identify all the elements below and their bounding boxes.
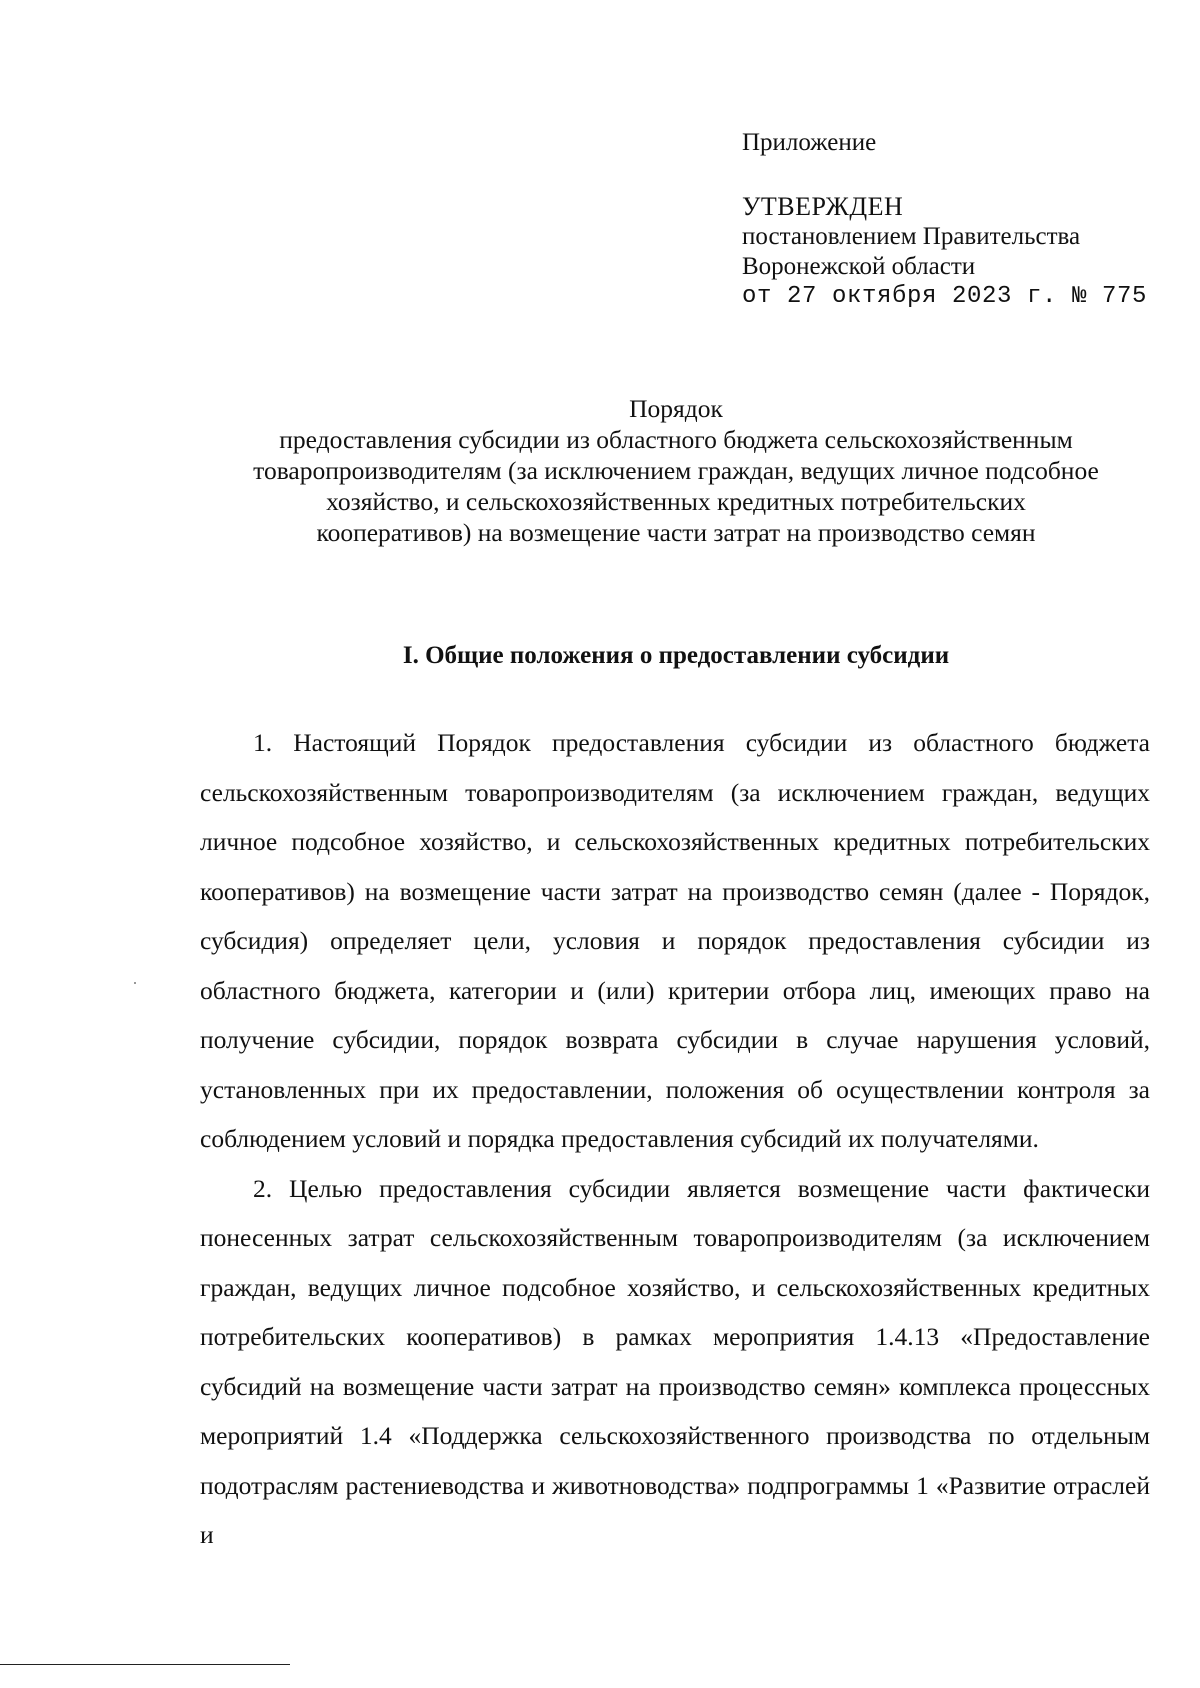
approval-region-line: Воронежской области <box>742 253 976 280</box>
section-heading: I. Общие положения о предоставлении субсидии <box>402 642 950 669</box>
title-subtitle: предоставления субсидии из областного бюджета сельскохозяйственным товаропроизводителям (за исключением граждан, ведущих личное подсобное хозяйство, и сельскохозяйственных кредитных потребительских кооперативов) на возмещение части затрат на производство семян <box>253 425 1099 547</box>
body-text <box>200 718 1150 1560</box>
paragraph-1: 1. Настоящий Порядок предоставления субсидии из областного бюджета сельскохозяйственным товаропроизводителям (за исключением граждан, ведущих личное подсобное хозяйство, и сельскохозяйственных кредитных потребительских кооперативов) на возмещение части затрат на производство семян (далее - Порядок, субсидия) определяет цели, условия и порядок предоставления субсидии из областного бюджета, категории и (или) критерии отбора лиц, имеющих право на получение субсидии, порядок возврата субсидии в случае нарушения условий, установленных при их предоставлении, положения об осуществлении контроля за соблюдением условий и порядка предоставления субсидий их получателями. <box>200 728 1150 1153</box>
appendix-label: Приложение <box>742 129 877 156</box>
scan-speck <box>134 982 136 984</box>
paragraph-2: 2. Целью предоставления субсидии является возмещение части фактически понесенных затрат сельскохозяйственным товаропроизводителям (за исключением граждан, ведущих личное подсобное хозяйство, и сельскохозяйственных кредитных потребительских кооперативов) в рамках мероприятия 1.4.13 «Предоставление субсидий на возмещение части затрат на производство семян» комплекса процессных мероприятий 1.4 «Поддержка сельскохозяйственного производства по отдельным подотраслям растениеводства и животноводства» подпрограммы 1 «Развитие отраслей и <box>200 1173 1150 1549</box>
footnote-divider <box>0 1664 290 1665</box>
approval-block <box>742 128 1162 312</box>
document-title <box>150 393 1200 548</box>
approval-authority-line: постановлением Правительства <box>742 223 1081 250</box>
title-main: Порядок <box>629 394 723 423</box>
approval-date-number: от 27 октября 2023 г. № 775 <box>742 283 1148 310</box>
approved-label: УТВЕРЖДЕН <box>742 192 904 221</box>
